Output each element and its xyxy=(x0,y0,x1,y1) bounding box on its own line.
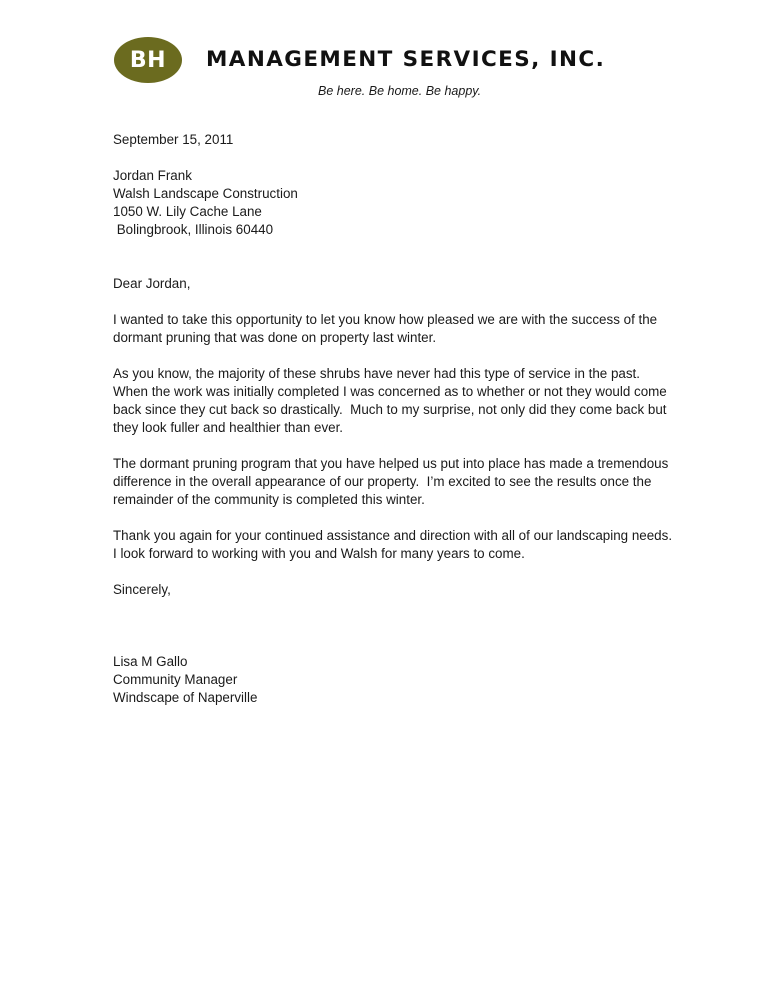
letterhead xyxy=(114,37,734,107)
recipient-street: 1050 W. Lily Cache Lane xyxy=(113,204,262,219)
signer-title: Community Manager xyxy=(113,672,238,687)
recipient-company: Walsh Landscape Construction xyxy=(113,186,298,201)
signer-name: Lisa M Gallo xyxy=(113,654,188,669)
company-logo xyxy=(114,37,182,83)
signature-block xyxy=(113,653,673,707)
closing: Sincerely, xyxy=(113,582,171,597)
paragraph-1: I wanted to take this opportunity to let you know how pleased we are with the success of the dormant pruning that was done on property last winter. xyxy=(113,312,661,345)
recipient-name: Jordan Frank xyxy=(113,168,192,183)
paragraph-4: Thank you again for your continued assistance and direction with all of our landscaping needs. I look forward to working with you and Walsh for many years to come. xyxy=(113,528,680,561)
salutation: Dear Jordan, xyxy=(113,276,191,291)
paragraph-2: As you know, the majority of these shrubs have never had this type of service in the past. When the work was initially completed I was concerned as to whether or not they would come back since they cut back so drastically. Much to my surprise, not only did they come back but they look fuller and healthier than ever. xyxy=(113,366,671,435)
recipient-city-line: Bolingbrook, Illinois 60440 xyxy=(113,222,274,237)
letter-date: September 15, 2011 xyxy=(113,132,234,147)
company-tagline: Be here. Be home. Be happy. xyxy=(318,84,482,98)
letter-body xyxy=(113,131,680,707)
paragraph-3: The dormant pruning program that you have helped us put into place has made a tremendous difference in the overall appearance of our property. I’m excited to see the results once the remainder of the community is completed this winter. xyxy=(113,456,673,507)
signer-organization: Windscape of Naperville xyxy=(113,690,258,705)
logo-text: BH xyxy=(129,47,167,73)
company-name: MANAGEMENT SERVICES, INC. xyxy=(206,47,606,72)
recipient-address xyxy=(113,167,673,239)
